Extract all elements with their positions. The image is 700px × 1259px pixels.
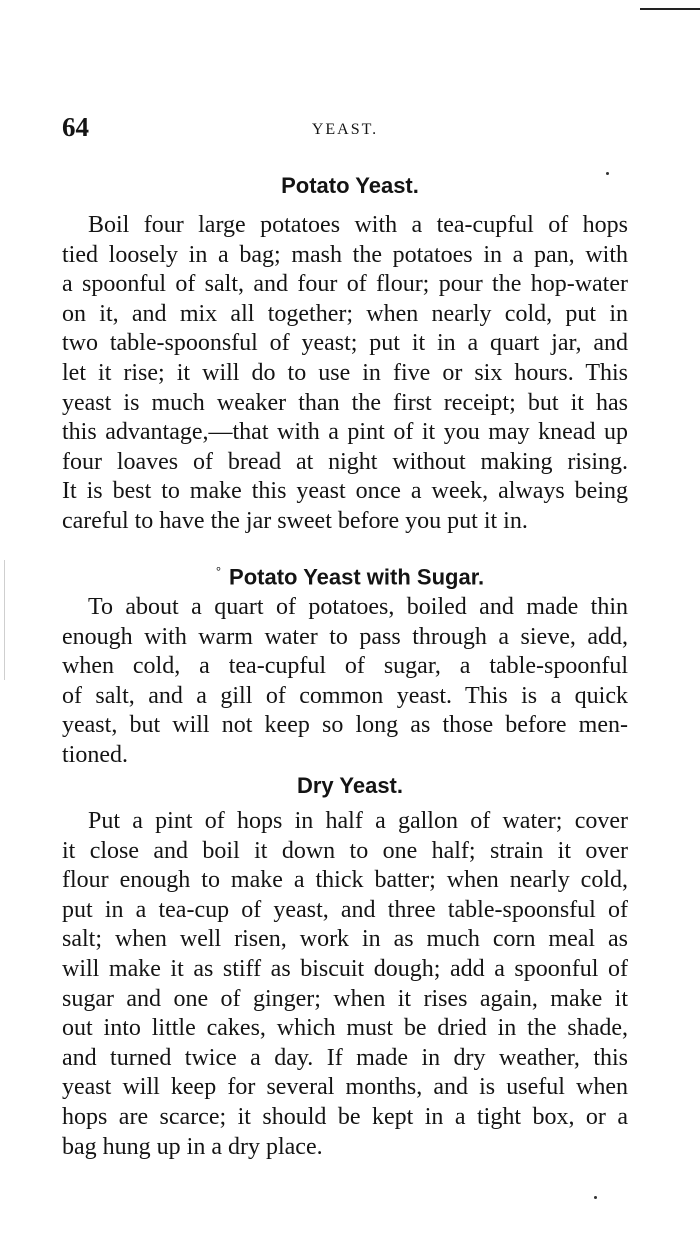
paragraph-line: tied loosely in a bag; mash the potatoes in a pan, with (62, 241, 628, 268)
paragraph-line: hops are scarce; it should be kept in a tight box, or a (62, 1103, 628, 1130)
paragraph-line: sugar and one of ginger; when it rises again, make it (62, 985, 628, 1012)
paragraph-line: this advantage,—that with a pint of it you may knead up (62, 419, 628, 446)
paragraph-line: bag hung up in a dry place. (62, 1133, 323, 1160)
paragraph-dry-yeast (62, 807, 628, 1162)
paragraph-potato-yeast (62, 211, 628, 537)
section-title-text: Dry Yeast. (296, 773, 403, 798)
page-number: 64 (62, 112, 89, 142)
title-mark: ° (215, 564, 222, 579)
paragraph-line: on it, and mix all together; when nearly cold, put in (62, 300, 628, 327)
ink-speck (594, 1196, 597, 1199)
paragraph-line: flour enough to make a thick batter; when nearly cold, (62, 867, 628, 894)
paragraph-line: Put a pint of hops in half a gallon of water; cover (88, 808, 628, 834)
paragraph-line: of salt, and a gill of common yeast. This is a quick (62, 682, 628, 709)
paragraph-line: will make it as stiff as biscuit dough; add a spoonful of (62, 955, 628, 982)
section-title-dry-yeast (0, 772, 700, 800)
paragraph-line: when cold, a tea-cupful of sugar, a table-spoonful (62, 653, 628, 680)
paragraph-line: tioned. (62, 741, 128, 768)
paragraph-line: a spoonful of salt, and four of flour; pour the hop-water (62, 271, 628, 298)
section-title-text: Potato Yeast. (281, 173, 419, 198)
page-header (62, 112, 628, 152)
paragraph-line: salt; when well risen, work in as much corn meal as (62, 926, 628, 953)
running-head: YEAST. (311, 121, 379, 138)
paragraph-potato-yeast-with-sugar (62, 593, 628, 771)
section-title-potato-yeast (0, 172, 700, 200)
paragraph-line: four loaves of bread at night without making rising. (62, 448, 628, 475)
paragraph-line: yeast is much weaker than the first receipt; but it has (62, 389, 628, 416)
paragraph-line: two table-spoonsful of yeast; put it in a quart jar, and (62, 330, 628, 357)
paragraph-line: yeast, but will not keep so long as those before men- (62, 712, 628, 739)
corner-rule (640, 8, 700, 10)
section-title-potato-yeast-with-sugar (0, 558, 700, 591)
paragraph-line: it close and boil it down to one half; strain it over (62, 837, 628, 864)
paragraph-line: let it rise; it will do to use in five or six hours. This (62, 359, 628, 386)
paragraph-line: put in a tea-cup of yeast, and three table-spoonsful of (62, 896, 628, 923)
paragraph-line: Boil four large potatoes with a tea-cupful of hops (88, 212, 628, 238)
paragraph-line: and turned twice a day. If made in dry weather, this (62, 1044, 628, 1071)
paragraph-line: out into little cakes, which must be dried in the shade, (62, 1015, 628, 1042)
paragraph-line: careful to have the jar sweet before you put it in. (62, 507, 528, 534)
paragraph-line: yeast will keep for several months, and is useful when (62, 1074, 628, 1101)
paragraph-line: To about a quart of potatoes, boiled and made thin (88, 594, 628, 620)
paragraph-line: enough with warm water to pass through a sieve, add, (62, 623, 628, 650)
paragraph-line: It is best to make this yeast once a week, always being (62, 478, 628, 505)
section-title-text: Potato Yeast with Sugar. (229, 564, 485, 590)
